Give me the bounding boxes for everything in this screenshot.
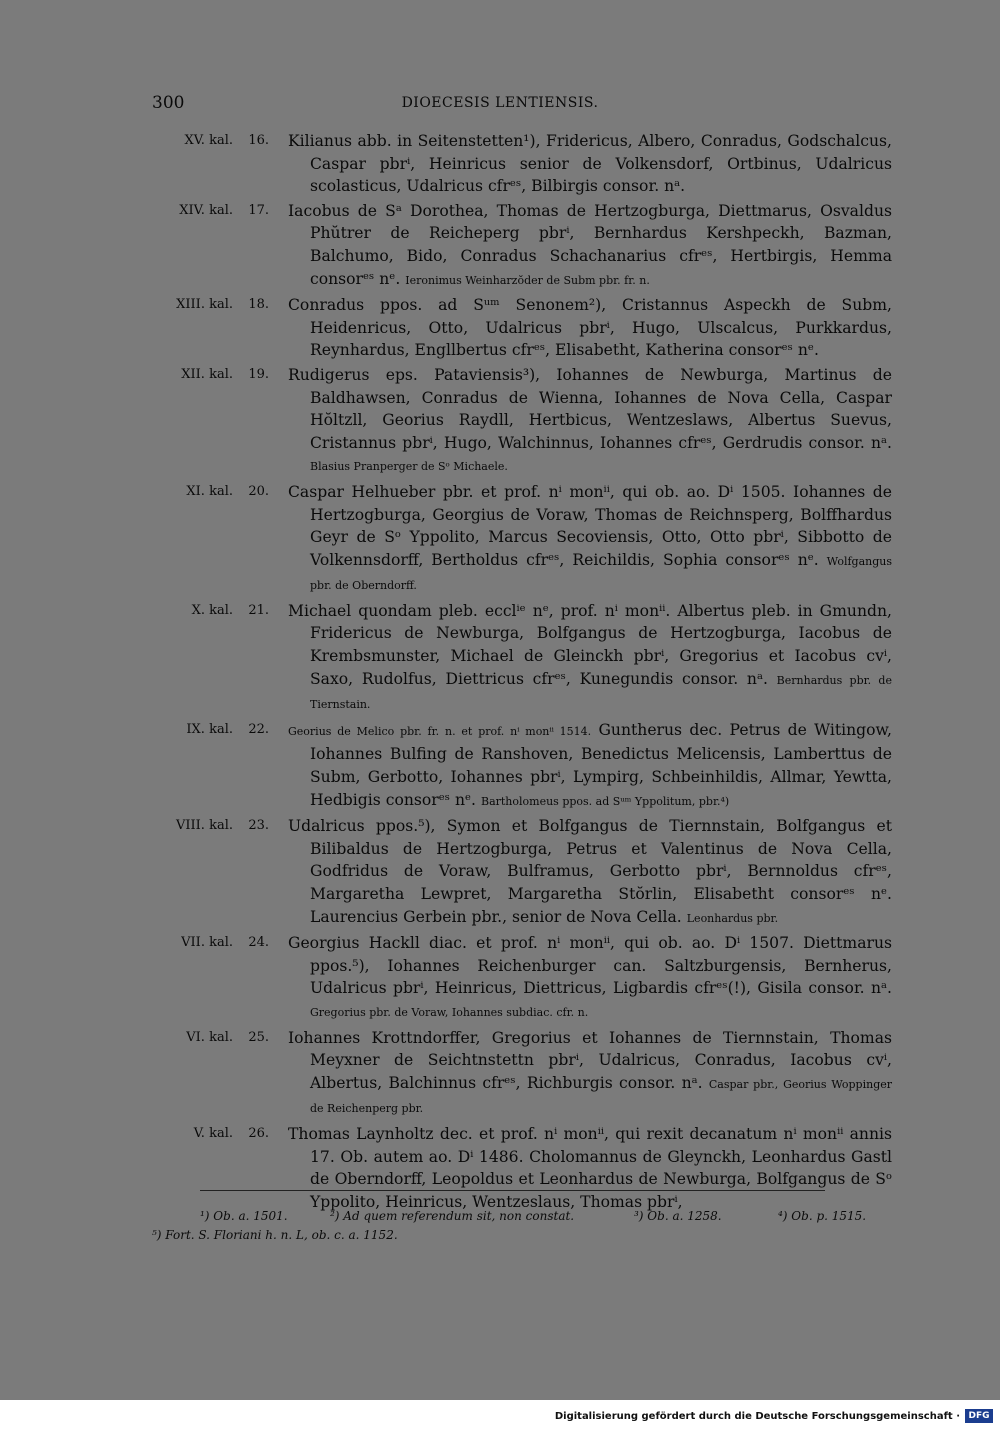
entry-date-label: XIV. kal. <box>179 202 233 218</box>
entry-later-addition: Gregorius pbr. de Voraw, Iohannes subdiac. cfr. n. <box>310 1005 589 1019</box>
footnote-line <box>0 1209 1000 1228</box>
entry-day-number: 17. <box>248 202 269 218</box>
footnote-rule <box>200 1190 825 1191</box>
entry-later-addition: Bernhardus pbr. de Tiernstain. <box>310 673 892 712</box>
entry-main-text: Conradus ppos. ad Sᵘᵐ Senonem²), Cristannus Aspeckh de Subm, Heidenricus, Otto, Udalricus pbrⁱ, Hugo, Ulscalcus, Purkkardus, Reynhardus, Engllbertus cfrᵉˢ, Elisabetht, Katherina consorᵉˢ nᵉ. <box>288 296 892 360</box>
entry-date-label: X. kal. <box>191 602 233 618</box>
entry-date-label: XI. kal. <box>186 483 233 499</box>
necrology-entry <box>0 1027 1000 1121</box>
page-header <box>0 93 1000 117</box>
footnotes <box>0 1209 1000 1247</box>
entry-day-number: 19. <box>248 366 269 382</box>
entry-date-label: IX. kal. <box>186 721 233 737</box>
entry-main-text: Iacobus de Sᵃ Dorothea, Thomas de Hertzogburga, Diettmarus, Osvaldus Phŭtrer de Reicheperg pbrⁱ, Bernhardus Kershpeckh, Bazman, Balchumo, Bido, Conradus Schachanarius cfrᵉˢ, Hertbirgis, Hemma consorᵉˢ nᵉ. <box>288 201 892 288</box>
entry-text <box>288 932 892 1024</box>
necrology-entry <box>0 1123 1000 1213</box>
entry-main-text: Guntherus dec. Petrus de Witingow, Iohannes Bulfing de Ranshoven, Benedictus Melicensis, Lamberttus de Subm, Gerbotto, Iohannes pbrⁱ, Lympirg, Schbeinhildis, Allmar, Yewtta, Hedbigis consorᵉˢ nᵉ. <box>310 720 892 809</box>
necrology-entry <box>0 932 1000 1024</box>
entry-text <box>288 130 892 198</box>
entry-day-number: 23. <box>248 818 269 834</box>
entry-date-label: VIII. kal. <box>176 818 233 834</box>
necrology-entry <box>0 294 1000 362</box>
entry-text <box>288 1027 892 1121</box>
entry-day-number: 26. <box>248 1125 269 1141</box>
entry-main-text: Thomas Laynholtz dec. et prof. nⁱ monⁱⁱ, qui rexit decanatum nⁱ monⁱⁱ annis 17. Ob. autem ao. Dⁱ 1486. Cholomannus de Gleynckh, Leonhardus Gastl de Oberndorff, Leopoldus et Leonhardus de Newburga, Bolfgangus de Sᵒ Yppolito, Heinricus, Wentzeslaus, Thomas pbrⁱ, <box>288 1124 892 1211</box>
entry-day-number: 22. <box>248 721 269 737</box>
footnote-line <box>0 1228 1000 1247</box>
entry-day-number: 24. <box>248 935 269 951</box>
entry-later-addition: Wolfgangus pbr. de Oberndorff. <box>310 554 892 593</box>
digitization-credit-bar <box>0 1400 1000 1429</box>
digitization-credit: Digitalisierung gefördert durch die Deutsche Forschungsgemeinschaft · <box>554 1411 960 1422</box>
necrology-entry <box>0 600 1000 717</box>
entry-text <box>288 600 892 717</box>
entry-text <box>288 200 892 292</box>
entry-later-addition: Caspar pbr., Georius Woppinger de Reichenperg pbr. <box>310 1077 892 1116</box>
entry-date-label: XII. kal. <box>181 366 233 382</box>
entry-day-number: 20. <box>248 483 269 499</box>
entry-date-label: XIII. kal. <box>176 297 233 313</box>
entry-main-text: Udalricus ppos.⁵), Symon et Bolfgangus de Tiernnstain, Bolfgangus et Bilibaldus de Hertzogburga, Petrus et Valentinus de Nova Cella, Godfridus de Voraw, Bulframus, Gerbotto pbrⁱ, Bernnoldus cfrᵉˢ, Margaretha Lewpret, Margaretha Stŏrlin, Elisabetht consorᵉˢ nᵉ. Laurencius Gerbein pbr., senior de Nova Cella. <box>288 817 892 926</box>
entry-date-label: VI. kal. <box>186 1029 233 1045</box>
entry-main-text: Iohannes Krottndorffer, Gregorius et Iohannes de Tiernnstain, Thomas Meyxner de Seichtnstettn pbrⁱ, Udalricus, Conradus, Iacobus cvⁱ, Albertus, Balchinnus cfrᵉˢ, Richburgis consor. nᵃ. <box>288 1028 892 1092</box>
dfg-logo-icon: DFG <box>965 1409 993 1423</box>
entry-later-addition: Ieronimus Weinharzŏder de Subm pbr. fr. n. <box>405 273 650 287</box>
page-number: 300 <box>152 93 185 113</box>
entry-date-label: XV. kal. <box>184 133 233 148</box>
necrology-entries <box>0 130 1000 1215</box>
footnote-3: ³) Ob. a. 1258. <box>634 1209 722 1223</box>
necrology-entry <box>0 481 1000 598</box>
necrology-entry <box>0 719 1000 813</box>
footnote-1: ¹) Ob. a. 1501. <box>200 1209 288 1223</box>
entry-later-addition: Leonhardus pbr. <box>686 911 779 925</box>
entry-day-number: 18. <box>248 297 269 313</box>
running-title: DIOECESIS LENTIENSIS. <box>401 95 599 111</box>
entry-day-number: 25. <box>248 1029 269 1045</box>
necrology-entry <box>0 200 1000 292</box>
necrology-entry <box>0 130 1000 198</box>
entry-text <box>288 294 892 362</box>
entry-main-text: Kilianus abb. in Seitenstetten¹), Fridericus, Albero, Conradus, Godschalcus, Caspar pbrⁱ, Heinricus senior de Volkensdorf, Ortbinus, Udalricus scolasticus, Udalricus cfrᵉˢ, Bilbirgis consor. nᵃ. <box>288 132 892 196</box>
entry-later-addition: Bartholomeus ppos. ad Sᵘᵐ Yppolitum, pbr.⁴) <box>480 794 730 808</box>
necrology-entry <box>0 364 1000 479</box>
entry-text <box>288 815 892 930</box>
entry-main-text: Michael quondam pleb. ecclⁱᵉ nᵉ, prof. nⁱ monⁱⁱ. Albertus pleb. in Gmundn, Fridericus de Newburga, Bolfgangus de Hertzogburga, Iacobus de Krembsmunster, Michael de Gleinckh pbrⁱ, Gregorius et Iacobus cvⁱ, Saxo, Rudolfus, Diettricus cfrᵉˢ, Kunegundis consor. nᵃ. <box>288 601 892 688</box>
entry-text <box>288 364 892 479</box>
entry-lead-addition: Georius de Melico pbr. fr. n. et prof. nⁱ monⁱⁱ 1514. <box>288 724 592 738</box>
footnote-4: ⁴) Ob. p. 1515. <box>778 1209 867 1223</box>
entry-later-addition: Blasius Pranperger de Sᵒ Michaele. <box>310 460 508 474</box>
entry-text <box>288 481 892 598</box>
entry-text <box>288 1123 892 1213</box>
entry-date-label: VII. kal. <box>181 935 233 951</box>
footnote-5: ⁵) Fort. S. Floriani h. n. L, ob. c. a. 1152. <box>152 1228 398 1242</box>
entry-day-number: 21. <box>248 602 269 618</box>
entry-day-number: 16. <box>248 133 269 148</box>
necrology-entry <box>0 815 1000 930</box>
entry-main-text: Caspar Helhueber pbr. et prof. nⁱ monⁱⁱ, qui ob. ao. Dⁱ 1505. Iohannes de Hertzogburga, Georgius de Voraw, Thomas de Reichnsperg, Bolffhardus Geyr de Sᵒ Yppolito, Marcus Secoviensis, Otto, Otto pbrⁱ, Sibbotto de Volkennsdorff, Bertholdus cfrᵉˢ, Reichildis, Sophia consorᵉˢ nᵉ. <box>288 482 892 569</box>
entry-text <box>288 719 892 813</box>
footnote-2: ²) Ad quem referendum sit, non constat. <box>330 1209 575 1223</box>
entry-date-label: V. kal. <box>193 1125 233 1141</box>
entry-main-text: Rudigerus eps. Pataviensis³), Iohannes de Newburga, Martinus de Baldhawsen, Conradus de Wienna, Iohannes de Nova Cella, Caspar Hŏltzll, Georius Raydll, Hertbicus, Wentzeslaws, Albertus Suevus, Cristannus pbrⁱ, Hugo, Walchinnus, Iohannes cfrᵉˢ, Gerdrudis consor. nᵃ. <box>288 365 892 452</box>
entry-main-text: Georgius Hackll diac. et prof. nⁱ monⁱⁱ, qui ob. ao. Dⁱ 1507. Diettmarus ppos.⁵), Iohannes Reichenburger can. Saltzburgensis, Bernherus, Udalricus pbrⁱ, Heinricus, Diettricus, Ligbardis cfrᵉˢ(!), Gisila consor. nᵃ. <box>288 934 892 998</box>
